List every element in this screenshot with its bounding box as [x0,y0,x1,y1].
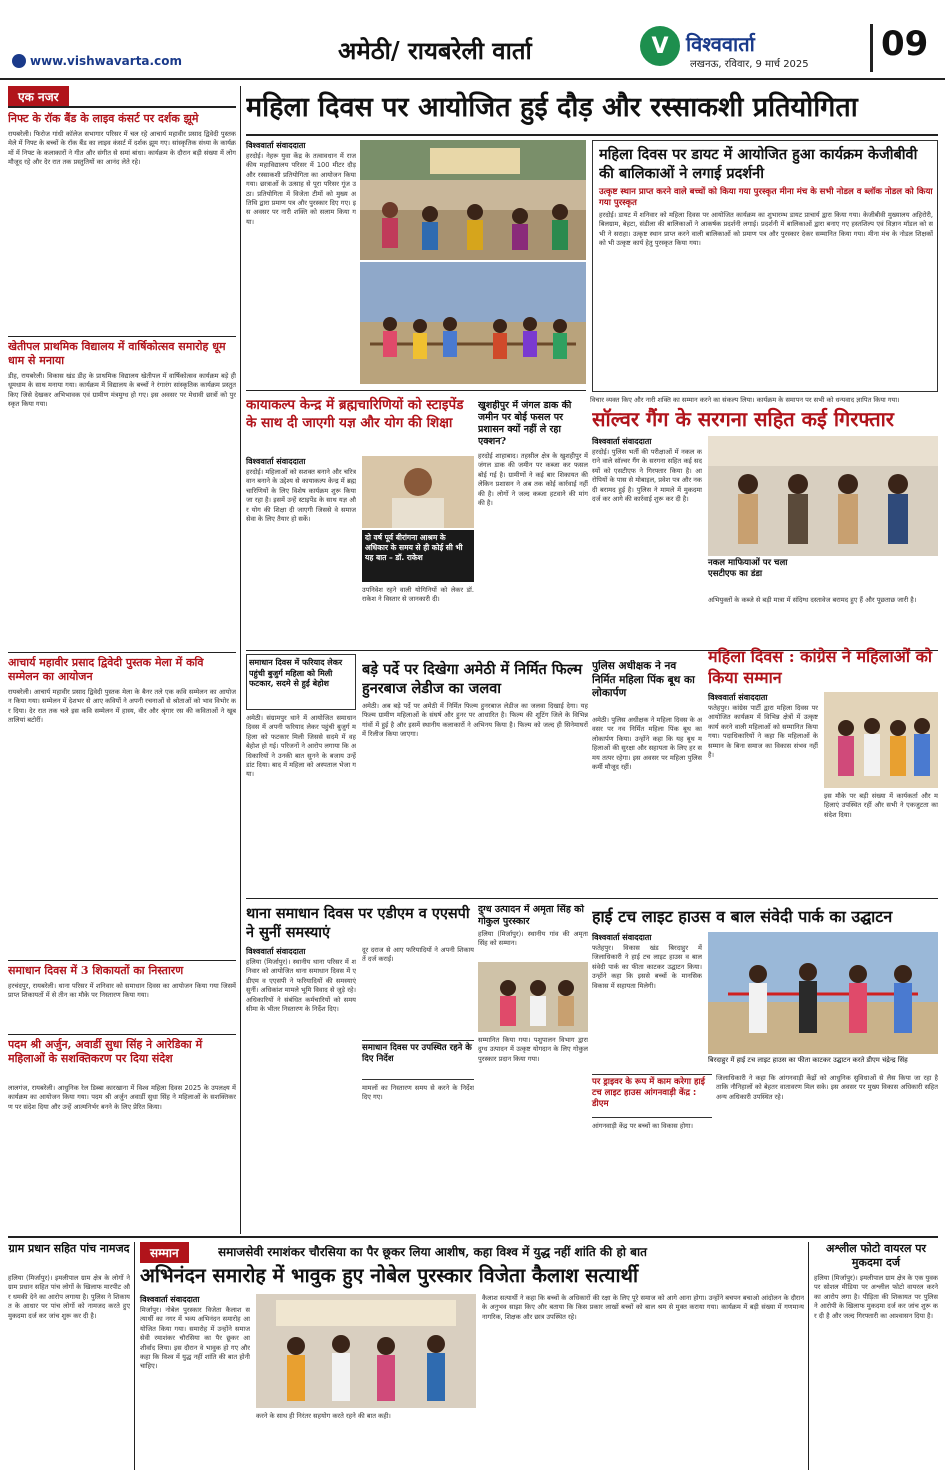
story-body: हरचंदपुर, रायबरेली। थाना परिसर में शनिवार को समाधान दिवस का आयोजन किया गया जिसमें प्राप्त शिकायतों में से तीन का मौके पर निस्तारण किया गया। [8,982,236,1000]
divider [8,960,236,961]
divider [246,390,586,391]
story-body: हलिया (मिर्जापुर)। स्थानीय गांव की अमृता सिंह को सम्मान। [478,930,588,948]
congress-title: महिला दिवस : कांग्रेस ने महिलाओं को किया सम्मान [708,647,933,687]
story-body: करने के साथ ही निरंतर सहयोग करते रहने की बात कही। [256,1412,391,1420]
story-body: आंगनवाड़ी केंद्र पर बच्चों का विकास होगा। [592,1122,693,1130]
divider [8,1034,236,1035]
story-body: अमेठी। संग्रामपुर थाने में आयोजित समाधान दिवस में अपनी फरियाद लेकर पहुंची बुजुर्ग महिला को फटकार मिली जिससे सदमे में वह बेहोश हो गई। परिजनों ने आरोप लगाया कि अधिकारियों ने उनकी बात सुनने के बजाय उन्हें डांट दिया। बाद में महिला को अस्पताल भेजा गया। [246,714,356,779]
story-body: रायबरेली। आचार्य महावीर प्रसाद द्विवेदी पुस्तक मेला के बैनर तले एक कवि सम्मेलन का आयोजन किया गया। सम्मेलन में देशभर से आए कवियों ने अपनी रचनाओं से श्रोताओं को भाव विभोर कर दिया। देर रात तक चले इस कवि सम्मेलन में हास्य, वीर और श्रृंगार रस की कविताओं ने खूब तालियां बटोरीं। [8,688,236,725]
story-body: लालगंज, रायबरेली। आधुनिक रेल डिब्बा कारखाना में विश्व महिला दिवस 2025 के उपलक्ष्य में कार्यक्रम का आयोजन किया गया। पदम श्री अर्जुन अवार्डी सुधा सिंह ने महिलाओं के सशक्तिकरण पर संदेश दिया और उन्हें आत्मनिर्भर बनने के लिए प्रेरित किया। [8,1084,236,1111]
story-body: कैलाश सत्यार्थी ने कहा कि बच्चों के अधिकारों की रक्षा के लिए पूरे समाज को आगे आना होगा। उन्होंने बचपन बचाओ आंदोलन के दौरान के अनुभव साझा किए और बताया कि किस प्रकार लाखों बच्चों को बाल श्रम से मुक्त कराया गया। कार्यक्रम में बड़ी संख्या में गणमान्य नागरिक, शिक्षक और छात्र उपस्थित रहे। [482,1294,804,1321]
byline: विश्ववार्ता संवाददाता [246,947,306,956]
story-body: रायबरेली। फिरोज गांधी कॉलेज सभागार परिसर में चल रहे आचार्य महावीर प्रसाद द्विवेदी पुस्तक मेले में निफ्ट के बच्चों के रॉक बैंड का लाइव कंसर्ट में दर्शक झूम गए। सांस्कृतिक संध्या के कार्यक्रमों में निफ्ट के कलाकारों ने गीत और संगीत से समां बांधा। कार्यक्रम के दौरान बड़ी संख्या में लोग मौजूद रहे और देर रात तक प्रस्तुतियों का आनंद लेते रहे। [8,130,236,167]
kicker: समाजसेवी रमाशंकर चौरसिया का पैर छूकर लिया आशीष, कहा विश्व में युद्ध नहीं शांति की हो बात [218,1245,647,1259]
inset-heading: पर ड्राइवर के रूप में काम करेगा हाई टच लाइट हाउस आंगनवाड़ी केंद्र : डीएम [592,1074,712,1118]
story-body: फतेहपुर। कांग्रेस पार्टी द्वारा महिला दिवस पर आयोजित कार्यक्रम में विभिन्न क्षेत्रों में उत्कृष्ट कार्य करने वाली महिलाओं को सम्मानित किया गया। पदाधिकारियों ने कहा कि महिलाओं के सम्मान के बिना समाज का विकास संभव नहीं है। [708,704,818,760]
pink-booth-title: पुलिस अधीक्षक ने नव निर्मित महिला पिंक बूथ का लोकार्पण [592,660,695,699]
story-title: महिला दिवस पर डायट में आयोजित हुआ कार्यक्रम केजीबीवी की बालिकाओं ने लगाई प्रदर्शनी [599,146,918,182]
diet-story-box [592,140,938,392]
dugdh-title: दुग्ध उत्पादन में अमृता सिंह को गोकुल पुरस्कार [478,904,584,927]
divider [246,898,938,899]
arrest-photo [708,436,938,556]
divider [8,1236,938,1238]
story-body: डीह, रायबरेली। विकास खंड डीह के प्राथमिक विद्यालय खेतीपल में वार्षिकोत्सव कार्यक्रम बड़े ही धूमधाम के साथ मनाया गया। कार्यक्रम में विद्यालय के बच्चों ने रंगारंग सांस्कृतिक कार्यक्रम प्रस्तुत किए जिसे देखकर अभिभावक एवं ग्रामीण मंत्रमुग्ध हो गए। इस अवसर पर मेधावी छात्रों को पुरस्कृत किया गया। [8,372,236,409]
story-body: मिर्जापुर। नोबेल पुरस्कार विजेता कैलाश सत्यार्थी का नगर में भव्य अभिनंदन समारोह आयोजित किया गया। समारोह में उन्होंने समाजसेवी रमाशंकर चौरसिया का पैर छूकर आशीर्वाद लिया। इस दौरान वे भावुक हो गए और कहा कि विश्व में युद्ध नहीं शांति की बात होनी चाहिए। [140,1306,250,1371]
page-number: 09 [870,24,934,72]
story-body: जिलाधिकारी ने कहा कि आंगनवाड़ी केंद्रों को आधुनिक सुविधाओं से लैस किया जा रहा है ताकि नौनिहालों को बेहतर वातावरण मिल सके। इस अवसर पर मुख्य विकास अधिकारी सहित अन्य अधिकारी उपस्थित रहे। [716,1074,938,1101]
gram-pradhan-title: ग्राम प्रधान सहित पांच नामजद [8,1242,130,1255]
story-title: पदम श्री अर्जुन, अवार्डी सुधा सिंह ने आरेडिका में महिलाओं के सशक्तिकरण पर दिया संदेश [8,1038,203,1065]
left-column [8,86,236,1234]
column-divider [240,86,241,1234]
divider [246,134,938,136]
divider [8,336,236,337]
samman-tag: सम्मान [140,1242,189,1263]
race-photo [360,140,586,260]
story-body: दूर दराज से आए फरियादियों ने अपनी शिकायतें दर्ज कराईं। [362,946,474,964]
byline: विश्ववार्ता संवाददाता [592,933,652,942]
site-url[interactable]: www.vishwavarta.com [30,54,182,68]
story-body: हलिया (मिर्जापुर)। स्थानीय थाना परिसर में शनिवार को आयोजित थाना समाधान दिवस में एडीएम व एएसपी ने फरियादियों की समस्याएं सुनीं। अधिकांश मामले भूमि विवाद से जुड़े रहे। अधिकारियों ने संबंधित कर्मचारियों को समय सीमा के भीतर निस्तारण के निर्देश दिए। [246,958,356,1014]
story-body: मामलों का निस्तारण समय से करने के निर्देश दिए गए। [362,1084,474,1102]
masthead [0,0,945,80]
tug-of-war-photo [360,262,586,384]
thana-samadhan-title: थाना समाधान दिवस पर एडीएम व एएसपी ने सुनीं समस्याएं [246,905,470,941]
story-body: हलिया (मिर्जापुर)। इमलीपाल ग्राम क्षेत्र के लोगों ने ग्राम प्रधान सहित पांच लोगों के खिलाफ मारपीट और धमकी देने का आरोप लगाया है। पुलिस ने शिकायत के आधार पर पांच लोगों को नामजद करते हुए मुकदमा दर्ज कर जांच शुरू कर दी है। [8,1274,130,1320]
story-body: सम्मानित किया गया। पशुपालन विभाग द्वारा दुग्ध उत्पादन में उत्कृष्ट योगदान के लिए गोकुल पुरस्कार प्रदान किया गया। [478,1036,588,1063]
inauguration-photo [708,932,938,1054]
kayakalp-title: कायाकल्प केन्द्र में ब्रह्मचारिणियों को स्टाइपेंड के साथ दी जाएगी यज्ञ और योग की शिक्षा [246,397,464,431]
story-body: हलिया (मिर्जापुर)। इमलीपाल ग्राम क्षेत्र के एक युवक पर सोशल मीडिया पर अश्लील फोटो वायरल करने का आरोप लगा है। पीड़िता की शिकायत पर पुलिस ने आरोपी के खिलाफ मुकदमा दर्ज कर जांच शुरू कर दी है और जल्द गिरफ्तारी का आश्वासन दिया है। [814,1274,938,1320]
story-title: खेतीपल प्राथमिक विद्यालय में वार्षिकोत्सव समारोह धूम धाम से मनाया [8,340,226,367]
main-headline: महिला दिवस पर आयोजित हुई दौड़ और रस्साकशी प्रतियोगिता [246,92,858,123]
story-body: हरदोई। नेहरू युवा केंद्र के तत्वावधान में राजकीय महाविद्यालय परिसर में 100 मीटर दौड़ और रस्साकशी प्रतियोगिता का आयोजन किया गया। छात्राओं के उत्साह से पूरा परिसर गूंज उठा। प्रतियोगिता में विजेता टीमों को मुख्य अतिथि द्वारा प्रमाण पत्र और पुरस्कार दिए गए। इस अवसर पर नारी शक्ति को सलाम किया गया। [246,152,356,226]
story-body: हरदोई। पुलिस भर्ती की परीक्षाओं में नकल कराने वाले सॉल्वर गैंग के सरगना सहित कई सदस्यों को एसटीएफ ने गिरफ्तार किया है। आरोपियों के पास से मोबाइल, प्रवेश पत्र और नकदी बरामद हुई है। पुलिस ने मामले में मुकदमा दर्ज कर आगे की कार्रवाई शुरू कर दी है। [592,448,702,504]
inset-heading: समाधान दिवस पर उपस्थित रहने के दिए निर्देश [362,1040,474,1080]
photo-caption: बिरदाहुर में हाई टच लाइट हाउस का फीता काटकर उद्घाटन करते डीएम चंद्रेन्द्र सिंह [708,1056,908,1064]
samadhan-elderly-box [246,654,356,710]
dateline: लखनऊ, रविवार, 9 मार्च 2025 [690,59,809,70]
story-body: अभियुक्तों के कब्जे से बड़ी मात्रा में संदिग्ध दस्तावेज बरामद हुए हैं और पूछताछ जारी है। [708,596,917,604]
byline: विश्ववार्ता संवाददाता [140,1295,200,1304]
story-title: निफ्ट के रॉक बैंड के लाइव कंसर्ट पर दर्शक झूमे [8,112,199,125]
story-title: आचार्य महावीर प्रसाद द्विवेदी पुस्तक मेला में कवि सम्मेलन का आयोजन [8,656,204,683]
bottom-headline: अभिनंदन समारोह में भावुक हुए नोबेल पुरस्कार विजेता कैलाश सत्यार्थी [140,1264,639,1287]
story-body: फतेहपुर। विकास खंड बिरदाहुर में जिलाधिकारी ने हाई टच लाइट हाउस व बाल संवेदी पार्क का फीता काटकर उद्घाटन किया। उन्होंने कहा कि इससे बच्चों के मानसिक विकास में सहायता मिलेगी। [592,944,702,990]
story-body: हरदोई शाहाबाद। तहसील क्षेत्र के खुशहीपुर में जंगल डाक की जमीन पर कब्जा कर फसल बोई गई है। ग्रामीणों ने कई बार शिकायत की लेकिन प्रशासन ने अब तक कोई कार्रवाई नहीं की है। लोगों ने जल्द कब्जा हटवाने की मांग की है। [478,452,588,508]
solver-gang-title: सॉल्वर गैंग के सरगना सहित कई गिरफ्तार [592,407,894,431]
section-title: अमेठी/ रायबरेली वार्ता [338,36,532,65]
byline: विश्ववार्ता संवाददाता [592,437,652,446]
congress-photo [824,692,938,788]
column-divider [134,1242,135,1470]
divider [8,106,236,108]
story-body: उपनिवेश रहने वाली योगिनियों को लेकर डॉ. राकेश ने विस्तार से जानकारी दी। [362,586,474,604]
ek-najar-tag: एक नजर [8,86,69,107]
film-title: बड़े पर्दे पर दिखेगा अमेठी में निर्मित फिल्म हुनरबाज लेडीज का जलवा [362,661,583,697]
story-title: समाधान दिवस में 3 शिकायतों का निस्तारण [8,964,184,977]
byline: विश्ववार्ता संवाददाता [708,693,768,702]
brand-logo-icon: V [640,26,680,66]
award-photo [478,962,588,1032]
story-body: इस मौके पर बड़ी संख्या में कार्यकर्ता और महिलाएं उपस्थित रहीं और सभी ने एकजुटता का संदेश दिया। [824,792,938,819]
story-body: विचार व्यक्त किए और नारी शक्ति का सम्मान करने का संकल्प लिया। कार्यक्रम के समापन पर सभी को धन्यवाद ज्ञापित किया गया। [590,396,900,404]
khurshidpur-title: खुशहीपुर में जंगल डाक की जमीन पर बोई फसल पर प्रशासन क्यों नहीं ले रहा एक्शन? [478,400,572,447]
story-subhead: उत्कृष्ट स्थान प्राप्त करने वाले बच्चों को किया गया पुरस्कृत मीना मंच के सभी नोडल व ब्लॉक नोडल को किया गया पुरस्कृत [599,187,933,208]
column-divider [808,1242,809,1470]
kailash-satyarthi-photo [256,1294,476,1408]
story-body: अमेठी। पुलिस अधीक्षक ने महिला दिवस के अवसर पर नव निर्मित महिला पिंक बूथ का लोकार्पण किया। उन्होंने कहा कि यह बूथ महिलाओं की सुरक्षा और सहायता के लिए हर समय तत्पर रहेगा। इस अवसर पर महिला पुलिसकर्मी मौजूद रहीं। [592,716,702,772]
byline: विश्ववार्ता संवाददाता [246,457,306,466]
ashleel-photo-title: अश्लील फोटो वायरल पर मुकदमा दर्ज [826,1242,926,1269]
story-body: हरदोई। डायट में शनिवार को महिला दिवस पर आयोजित कार्यक्रम का शुभारम्भ डायट प्राचार्य द्वारा किया गया। केजीबीवी मुख्यालय अहिरोरी, बिलग्राम, बेहटा, संडीला की बालिकाओं ने आकर्षक प्रदर्शनी लगाई। प्रदर्शनी में बालिकाओं द्वारा बनाए गए हस्तशिल्प एवं विज्ञान मॉडल को सभी ने सराहा। उत्कृष्ट स्थान प्राप्त करने वाली बालिकाओं को प्रमाण पत्र और पुरस्कार देकर सम्मानित किया गया। मीना मंच के नोडल शिक्षकों को भी उत्कृष्ट कार्य हेतु पुरस्कृत किया गया। [599,211,933,248]
pull-quote: दो वर्ष पूर्व बीरांगना आश्रम के अधिकार के समय से ही कोई सी भी यह बात – डॉ. राकेश [362,530,474,582]
brand-name: विश्ववार्ता [686,32,755,56]
story-body: अमेठी। अब बड़े पर्दे पर अमेठी में निर्मित फिल्म हुनरबाज लेडीज का जलवा दिखाई देगा। यह फिल्म ग्रामीण महिलाओं के संघर्ष और हुनर पर आधारित है। फिल्म की शूटिंग जिले के विभिन्न गांवों में हुई है और इसमें स्थानीय कलाकारों ने अभिनय किया है। फिल्म को जल्द ही सिनेमाघरों में रिलीज किया जाएगा। [362,702,588,739]
globe-icon [12,54,26,68]
high-tech-title: हाई टच लाइट हाउस व बाल संवेदी पार्क का उद्घाटन [592,907,893,926]
story-title: समाधान दिवस में फरियाद लेकर पहुंची बुजुर्ग महिला को मिली फटकार, सदमे से हुई बेहोश [249,657,343,688]
portrait-photo [362,456,474,528]
byline: विश्ववार्ता संवाददाता [246,141,306,150]
photo-caption: नकल माफियाओं पर चला एसटीएफ का डंडा [708,558,788,579]
divider [8,652,236,653]
story-body: हरदोई। महिलाओं को सशक्त बनाने और चरित्रवान बनाने के उद्देश्य से कायाकल्प केन्द्र में ब्रह्मचारिणियों के लिए विशेष कार्यक्रम शुरू किया जा रहा है। इसमें उन्हें स्टाइपेंड के साथ यज्ञ और योग की शिक्षा दी जाएगी जिससे वे समाज सेवा के लिए तैयार हो सकें। [246,468,356,524]
